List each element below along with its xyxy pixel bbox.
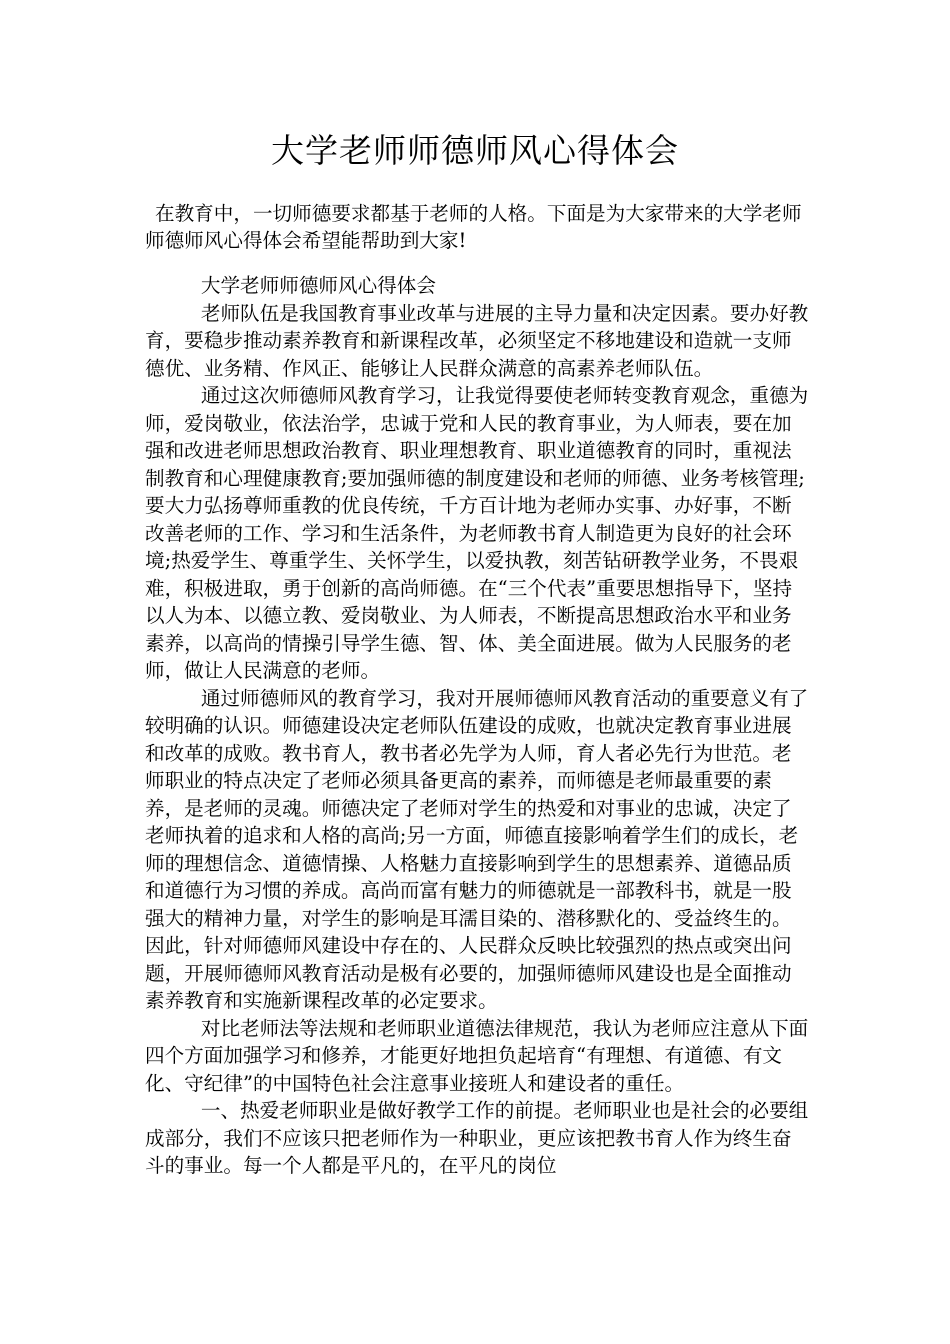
body-paragraph-3: 通过师德师风的教育学习，我对开展师德师风教育活动的重要意义有了较明确的认识。师德建设决定老师队伍建设的成败，也就决定教育事业进展和改革的成败。教书育人，教书者必先学为人师，育人者必先行为世范。老师职业的特点决定了老师必须具备更高的素养，而师德是老师最重要的素养，是老师的灵魂。师德决定了老师对学生的热爱和对事业的忠诚，决定了老师执着的追求和人格的高尚;另一方面，师德直接影响着学生们的成长，老师的理想信念、道德情操、人格魅力直接影响到学生的思想素养、道德品质和道德行为习惯的养成。高尚而富有魅力的师德就是一部教科书，就是一股强大的精神力量，对学生的影响是耳濡目染的、潜移默化的、受益终生的。因此，针对师德师风建设中存在的、人民群众反映比较强烈的热点或突出问题，开展师德师风教育活动是极有必要的，加强师德师风建设也是全面推动素养教育和实施新课程改革的必定要求。 [145, 686, 809, 1012]
document-body [145, 272, 810, 1180]
document-title: 大学老师师德师风心得体会 [271, 131, 679, 170]
intro-paragraph: 在教育中，一切师德要求都基于老师的人格。下面是为大家带来的大学老师师德师风心得体会希望能帮助到大家! [145, 202, 802, 252]
body-paragraph-2: 通过这次师德师风教育学习，让我觉得要使老师转变教育观念，重德为师，爱岗敬业，依法治学，忠诚于党和人民的教育事业，为人师表，要在加强和改进老师思想政治教育、职业理想教育、职业道德教育的同时，重视法制教育和心理健康教育;要加强师德的制度建设和老师的师德、业务考核管理;要大力弘扬尊师重教的优良传统，千方百计地为老师办实事、办好事，不断改善老师的工作、学习和生活条件，为老师教书育人制造更为良好的社会环境;热爱学生、尊重学生、关怀学生，以爱执教，刻苦钻研教学业务，不畏艰难，积极进取，勇于创新的高尚师德。在“三个代表”重要思想指导下，坚持以人为本、以德立教、爱岗敬业、为人师表，不断提高思想政治水平和业务素养，以高尚的情操引导学生德、智、体、美全面进展。做为人民服务的老师，做让人民满意的老师。 [145, 384, 809, 682]
section-heading: 大学老师师德师风心得体会 [200, 274, 436, 297]
body-paragraph-4: 对比老师法等法规和老师职业道德法律规范，我认为老师应注意从下面四个方面加强学习和修养，才能更好地担负起培育“有理想、有道德、有文化、守纪律”的中国特色社会注意事业接班人和建设者的重任。 [145, 1016, 809, 1095]
body-paragraph-1: 老师队伍是我国教育事业改革与进展的主导力量和决定因素。要办好教育，要稳步推动素养教育和新课程改革，必须坚定不移地建设和造就一支师德优、业务精、作风正、能够让人民群众满意的高素养老师队伍。 [145, 301, 809, 380]
body-paragraph-5: 一、热爱老师职业是做好教学工作的前提。老师职业也是社会的必要组成部分，我们不应该只把老师作为一种职业，更应该把教书育人作为终生奋斗的事业。每一个人都是平凡的，在平凡的岗位 [145, 1099, 809, 1177]
